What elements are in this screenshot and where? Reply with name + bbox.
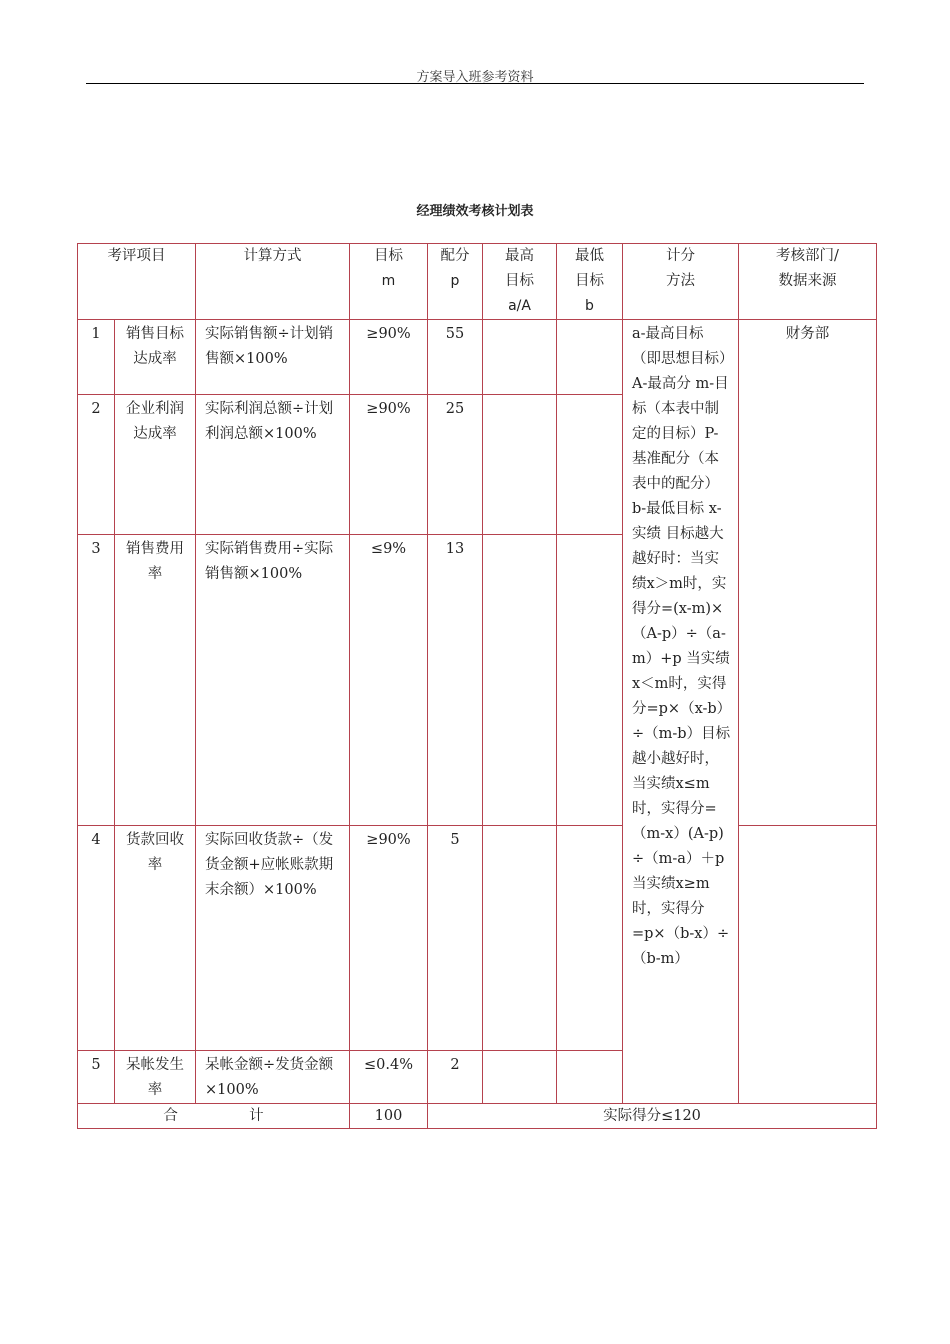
total-weight: 100: [350, 1104, 428, 1129]
row-target: ≤9%: [350, 535, 428, 826]
header-weight: [428, 244, 483, 320]
row-min: [557, 395, 623, 535]
header-department: [739, 244, 877, 320]
row-weight: 25: [428, 395, 483, 535]
header-scoring: [623, 244, 739, 320]
header-target-symbol: m: [381, 273, 396, 289]
page-header: 方案导入班参考资料: [416, 70, 534, 85]
header-item-label: 考评项目: [107, 248, 166, 264]
header-min-label-1: 最低: [575, 248, 604, 264]
header-min-symbol: b: [585, 298, 594, 314]
total-label-b: 计: [249, 1108, 264, 1124]
row-item: 货款回收率: [115, 826, 196, 1051]
department-cell: 财务部: [739, 320, 877, 826]
department-cell-empty: [739, 826, 877, 1104]
row-max: [483, 395, 557, 535]
row-target: ≥90%: [350, 395, 428, 535]
row-number: 2: [78, 395, 115, 535]
total-note: 实际得分≤120: [428, 1104, 877, 1129]
row-number: 5: [78, 1051, 115, 1104]
row-target: ≥90%: [350, 826, 428, 1051]
total-row: [78, 1104, 877, 1129]
header-target: [350, 244, 428, 320]
row-weight: 13: [428, 535, 483, 826]
header-max-symbol: a/A: [508, 298, 531, 314]
row-number: 3: [78, 535, 115, 826]
row-formula: 呆帐金额÷发货金额×100%: [196, 1051, 350, 1104]
row-min: [557, 1051, 623, 1104]
header-target-label: 目标: [374, 248, 403, 264]
header-method-label: 计算方式: [243, 248, 302, 264]
row-item: 企业利润达成率: [115, 395, 196, 535]
header-method: [196, 244, 350, 320]
header-weight-label: 配分: [440, 248, 470, 264]
row-min: [557, 535, 623, 826]
row-formula: 实际回收货款÷（发货金额+应帐账款期末余额）×100%: [196, 826, 350, 1051]
header-scoring-label-1: 计分: [666, 248, 695, 264]
header-item: [78, 244, 196, 320]
header-max-label-2: 目标: [505, 273, 534, 289]
row-formula: 实际利润总额÷计划利润总额×100%: [196, 395, 350, 535]
row-formula: 实际销售额÷计划销售额×100%: [196, 320, 350, 395]
header-dept-label-2: 数据来源: [778, 273, 837, 289]
header-weight-symbol: p: [450, 273, 460, 289]
row-target: ≥90%: [350, 320, 428, 395]
row-weight: 55: [428, 320, 483, 395]
header-min-target: [557, 244, 623, 320]
row-number: 1: [78, 320, 115, 395]
row-max: [483, 826, 557, 1051]
header-scoring-label-2: 方法: [666, 273, 695, 289]
header-min-label-2: 目标: [575, 273, 604, 289]
table-row: [78, 320, 877, 395]
table-row: [78, 826, 877, 1051]
scoring-method-text: a-最高目标（即思想目标）A-最高分 m-目标（本表中制定的目标）P-基准配分（本表中的配分）b-最低目标 x-实绩 目标越大越好时：当实绩x＞m时，实得分=(x-m)×（A-p）÷（a-m）+p 当实绩x＜m时，实得分=p×（x-b）÷（m-b）目标越小越好时，当实绩x≤m时，实得分=（m-x）(A-p) ÷（m-a）＋p 当实绩x≥m时，实得分=p×（b-x）÷（b-m）: [623, 320, 739, 1104]
row-target: ≤0.4%: [350, 1051, 428, 1104]
row-number: 4: [78, 826, 115, 1051]
row-min: [557, 826, 623, 1051]
row-min: [557, 320, 623, 395]
header-rule: [86, 83, 864, 84]
header-max-target: [483, 244, 557, 320]
row-weight: 2: [428, 1051, 483, 1104]
total-label: [78, 1104, 350, 1129]
row-max: [483, 1051, 557, 1104]
row-max: [483, 320, 557, 395]
row-formula: 实际销售费用÷实际销售额×100%: [196, 535, 350, 826]
total-label-a: 合: [163, 1108, 178, 1124]
row-item: 呆帐发生率: [115, 1051, 196, 1104]
header-max-label-1: 最高: [505, 248, 534, 264]
header-row: [78, 244, 877, 320]
row-item: 销售费用率: [115, 535, 196, 826]
header-dept-label-1: 考核部门/: [776, 248, 839, 264]
performance-plan-table: [77, 243, 877, 1129]
row-max: [483, 535, 557, 826]
row-item: 销售目标达成率: [115, 320, 196, 395]
document-title: 经理绩效考核计划表: [416, 204, 534, 219]
row-weight: 5: [428, 826, 483, 1051]
